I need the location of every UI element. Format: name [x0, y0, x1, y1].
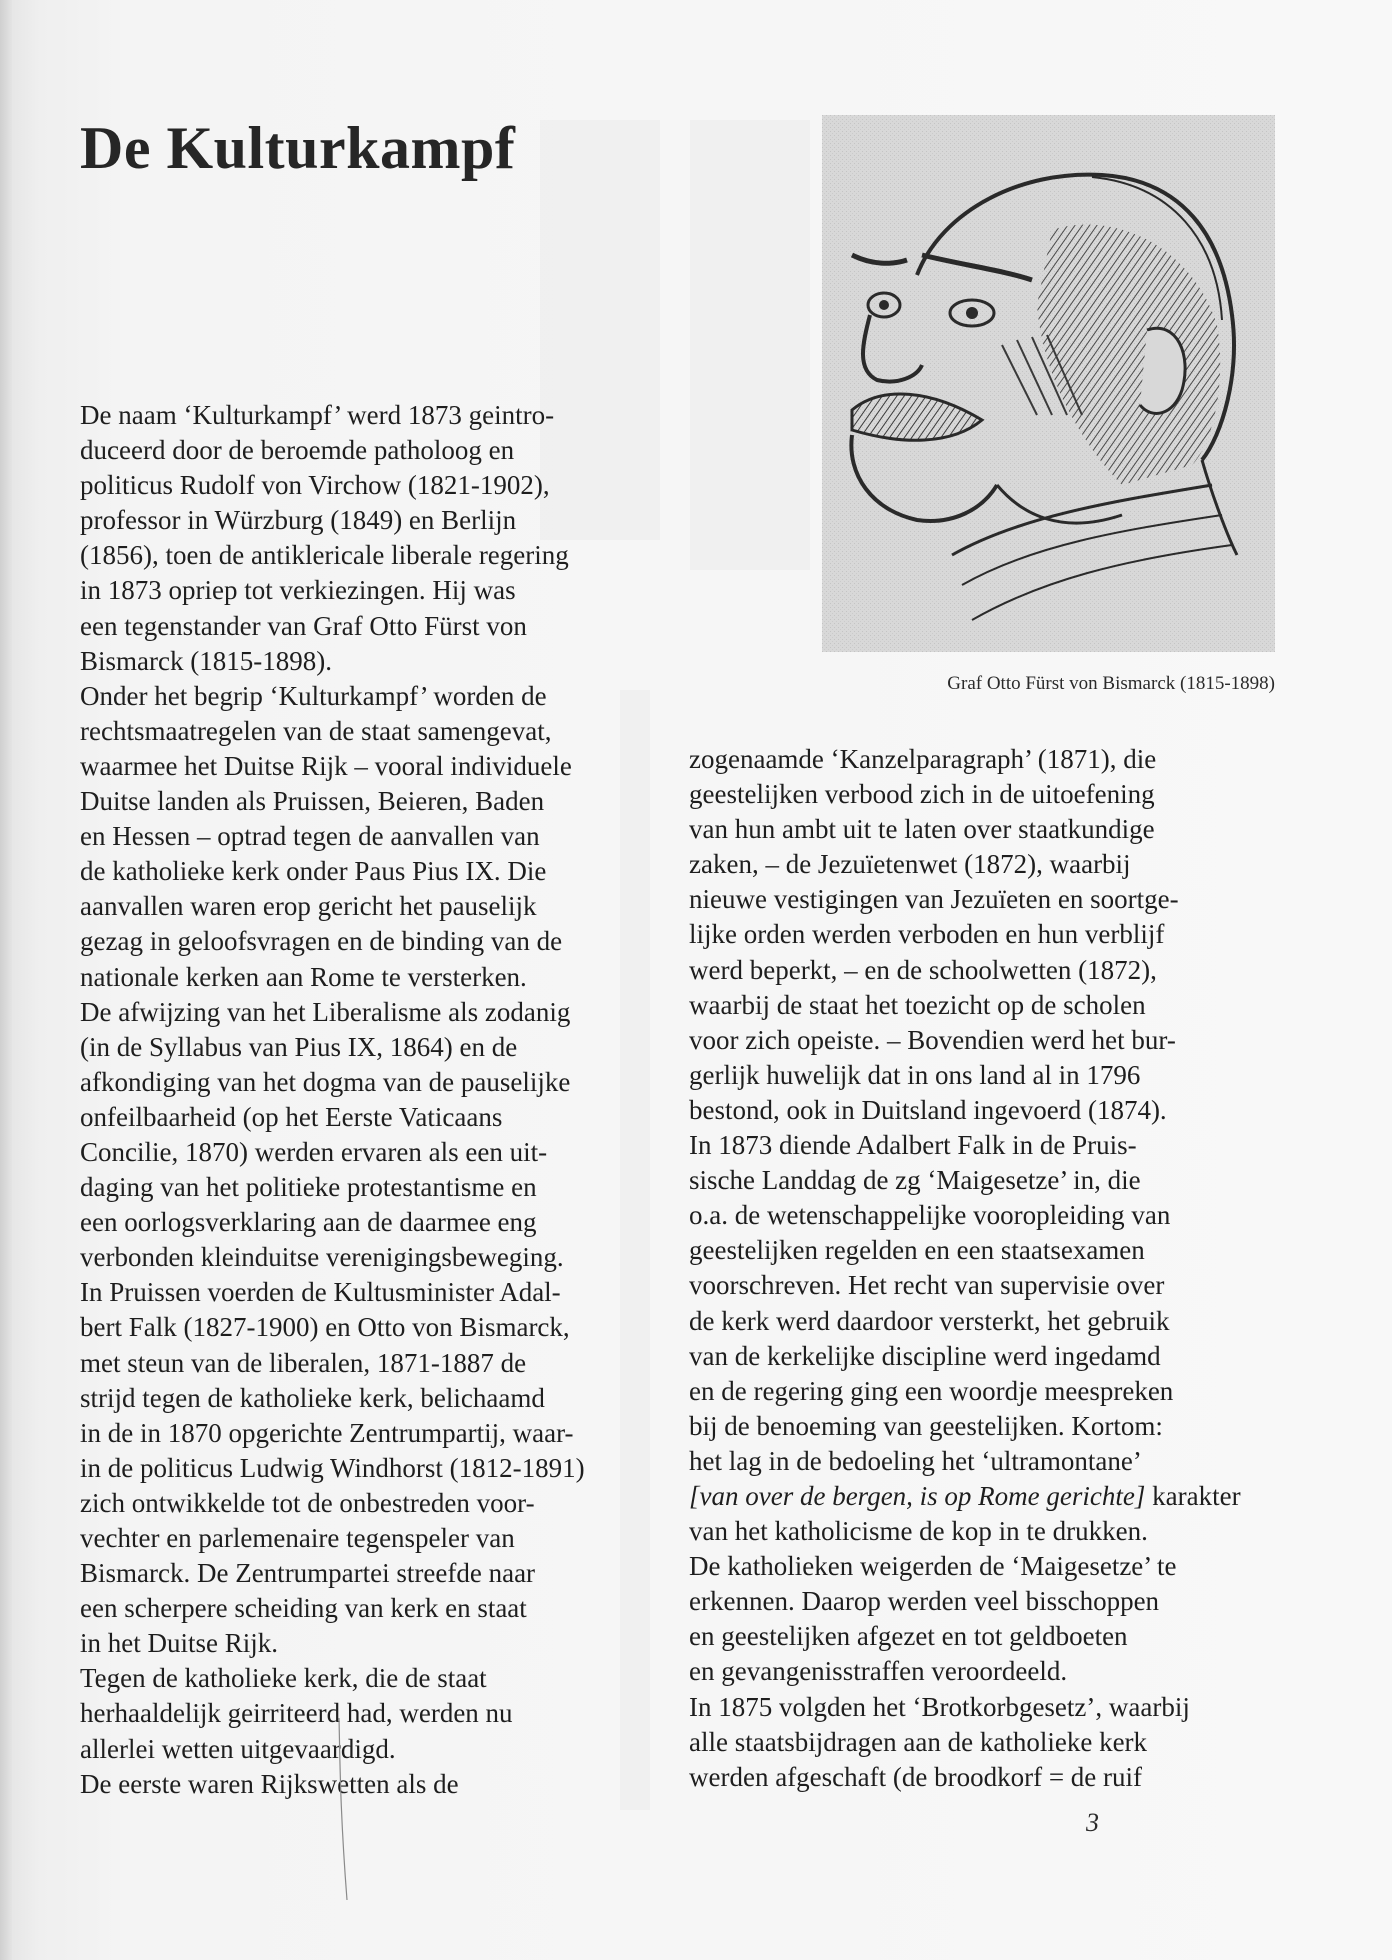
text-line: waarbij de staat het toezicht op de scholen	[689, 989, 1146, 1020]
text-line: geestelijken verbood zich in de uitoefening	[689, 779, 1155, 810]
show-through-shadow	[690, 120, 810, 570]
text-line: onfeilbaarheid (op het Eerste Vaticaans	[80, 1101, 503, 1132]
text-line: de katholieke kerk onder Paus Pius IX. Die	[80, 856, 547, 887]
text-line: en gevangenisstraffen veroordeeld.	[689, 1656, 1068, 1687]
text-line: De naam ‘Kulturkampf’ werd 1873 geintro-	[80, 400, 555, 430]
text-line: in 1873 opriep tot verkiezingen. Hij was	[80, 575, 516, 606]
text-line: zich ontwikkelde tot de onbestreden voor-	[80, 1487, 535, 1518]
text-line: nationale kerken aan Rome te versterken.	[80, 961, 527, 992]
text-line: gezag in geloofsvragen en de binding van de	[80, 926, 563, 957]
text-line: de kerk werd daardoor versterkt, het gebruik	[689, 1305, 1170, 1336]
text-line: in het Duitse Rijk.	[80, 1628, 278, 1659]
text-line: werd beperkt, – en de schoolwetten (1872),	[689, 954, 1157, 985]
text-line: Duitse landen als Pruissen, Beieren, Baden	[80, 786, 545, 817]
show-through-shadow	[620, 690, 650, 1810]
text-line: waarmee het Duitse Rijk – vooral individuele	[80, 750, 572, 781]
text-line: bert Falk (1827-1900) en Otto von Bismarck,	[80, 1312, 570, 1343]
text-line: Concilie, 1870) werden ervaren als een uit-	[80, 1136, 548, 1167]
text-line: politicus Rudolf von Virchow (1821-1902),	[80, 470, 550, 501]
text-line: bestond, ook in Duitsland ingevoerd (1874).	[689, 1094, 1167, 1125]
italic-gloss: [van over de bergen, is op Rome gerichte]	[689, 1480, 1146, 1511]
page-title: De Kulturkampf	[80, 115, 516, 181]
left-text-column	[80, 398, 585, 1802]
text-line: in de in 1870 opgerichte Zentrumpartij, waar-	[80, 1417, 574, 1448]
text-line: De eerste waren Rijkswetten als de	[80, 1768, 459, 1799]
text-line: zaken, – de Jezuïetenwet (1872), waarbij	[689, 849, 1131, 880]
text-line: van hun ambt uit te laten over staatkundige	[689, 814, 1155, 845]
text-line: en geestelijken afgezet en tot geldboeten	[689, 1621, 1128, 1652]
figure-caption: Graf Otto Fürst von Bismarck (1815-1898)	[947, 673, 1275, 694]
text-line: van de kerkelijke discipline werd ingedamd	[689, 1340, 1161, 1371]
text-line: bij de benoeming van geestelijken. Kortom:	[689, 1410, 1163, 1441]
text-line: voor zich opeiste. – Bovendien werd het bur-	[689, 1024, 1176, 1055]
text-line: Tegen de katholieke kerk, die de staat	[80, 1663, 487, 1694]
text-line: daging van het politieke protestantisme en	[80, 1172, 537, 1203]
text-line: strijd tegen de katholieke kerk, belichaamd	[80, 1382, 545, 1413]
text-line: In Pruissen voerden de Kultusminister Adal-	[80, 1277, 561, 1308]
text-line: duceerd door de beroemde patholoog en	[80, 435, 515, 466]
text-line: een tegenstander van Graf Otto Fürst von	[80, 610, 527, 641]
text-line: rechtsmaatregelen van de staat samengevat,	[80, 715, 552, 746]
page-edge-shadow	[0, 0, 12, 1960]
text-line: professor in Würzburg (1849) en Berlijn	[80, 505, 517, 536]
text-line: (in de Syllabus van Pius IX, 1864) en de	[80, 1031, 518, 1062]
text-line: Onder het begrip ‘Kulturkampf’ worden de	[80, 680, 547, 711]
text-line: vechter en parlemenaire tegenspeler van	[80, 1523, 515, 1553]
right-text-column	[689, 742, 1241, 1795]
text-line: herhaaldelijk geirriteerd had, werden nu	[80, 1698, 513, 1729]
text-line: afkondiging van het dogma van de pauselijke	[80, 1066, 571, 1097]
text-line: in de politicus Ludwig Windhorst (1812-1891)	[80, 1452, 585, 1483]
text-line: zogenaamde ‘Kanzelparagraph’ (1871), die	[689, 744, 1157, 774]
text-line: In 1873 diende Adalbert Falk in de Pruis-	[689, 1130, 1137, 1161]
page-number: 3	[1086, 1808, 1099, 1837]
text-line: van het katholicisme de kop in te drukken.	[689, 1516, 1148, 1547]
text-line: Bismarck (1815-1898).	[80, 645, 332, 676]
text-line: een scherpere scheiding van kerk en staat	[80, 1593, 527, 1624]
text-line: geestelijken regelden en een staatsexamen	[689, 1235, 1145, 1266]
text-line: (1856), toen de antiklericale liberale regering	[80, 540, 569, 571]
text-line: voorschreven. Het recht van supervisie over	[689, 1270, 1165, 1301]
text-line: nieuwe vestigingen van Jezuïeten en soortge-	[689, 884, 1179, 915]
text-line: werden afgeschaft (de broodkorf = de ruif	[689, 1761, 1143, 1792]
text-line: een oorlogsverklaring aan de daarmee eng	[80, 1207, 537, 1238]
text-line: en Hessen – optrad tegen de aanvallen van	[80, 821, 540, 852]
text-line: o.a. de wetenschappelijke vooropleiding van	[689, 1200, 1171, 1231]
text-fragment: karakter	[1145, 1480, 1241, 1511]
portrait-drawing-icon	[822, 115, 1275, 652]
text-line: allerlei wetten uitgevaardigd.	[80, 1733, 396, 1764]
text-line: met steun van de liberalen, 1871-1887 de	[80, 1347, 527, 1378]
portrait-figure	[822, 115, 1275, 652]
text-line-mixed	[689, 1479, 1241, 1514]
text-line: De afwijzing van het Liberalisme als zodanig	[80, 996, 571, 1027]
text-line: In 1875 volgden het ‘Brotkorbgesetz’, waarbij	[689, 1691, 1190, 1722]
text-line: het lag in de bedoeling het ‘ultramontane’	[689, 1445, 1142, 1476]
text-line: lijke orden werden verboden en hun verblijf	[689, 919, 1165, 950]
text-line: en de regering ging een woordje meespreken	[689, 1375, 1174, 1406]
text-line: alle staatsbijdragen aan de katholieke kerk	[689, 1726, 1148, 1757]
text-line: aanvallen waren erop gericht het pauselijk	[80, 891, 537, 922]
text-line: De katholieken weigerden de ‘Maigesetze’ te	[689, 1551, 1177, 1582]
text-line: Bismarck. De Zentrumpartei streefde naar	[80, 1558, 536, 1589]
text-line: gerlijk huwelijk dat in ons land al in 1796	[689, 1059, 1141, 1090]
text-line: erkennen. Daarop werden veel bisschoppen	[689, 1586, 1160, 1617]
text-line: verbonden kleinduitse verenigingsbeweging.	[80, 1242, 564, 1273]
text-line: sische Landdag de zg ‘Maigesetze’ in, die	[689, 1165, 1141, 1196]
